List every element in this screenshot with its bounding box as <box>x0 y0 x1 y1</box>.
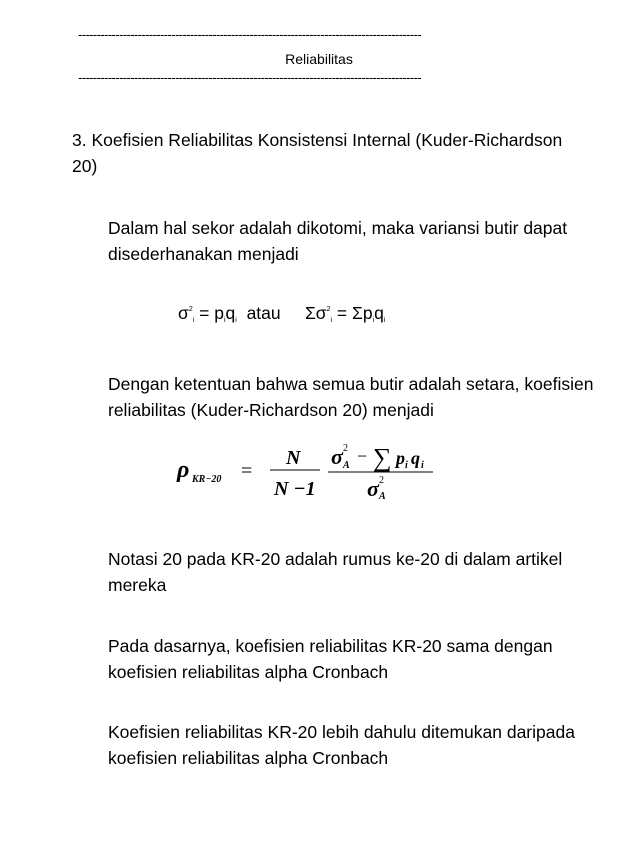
denominator-n-minus-1: N −1 <box>274 478 316 500</box>
q-symbol: q <box>225 303 236 323</box>
subscript-i: i <box>330 317 333 324</box>
subscript-i: i <box>223 317 226 324</box>
equals-sign: = <box>241 460 253 482</box>
sum-symbol: ∑ <box>373 443 392 472</box>
subscript-i: i <box>192 317 195 324</box>
header-rule-bottom: -------------------------------------------------------------------------------------------- <box>78 71 422 85</box>
paragraph-similarity: Pada dasarnya, koefisien reliabilitas KR-20 sama dengan koefisien reliabilitas alpha Cronbach <box>108 636 553 682</box>
exponent: 2 <box>188 306 193 313</box>
q-subscript: i <box>421 460 424 471</box>
kr20-formula <box>175 440 455 500</box>
sigma-a: σ <box>331 444 343 469</box>
equals-sum-p: = Σp <box>336 303 373 323</box>
sum-sigma-symbol: Σσ <box>304 303 327 323</box>
p-symbol: p <box>396 448 405 468</box>
paragraph-intro: Dalam hal sekor adalah dikotomi, maka variansi butir dapat disederhanakan menjadi <box>108 218 568 264</box>
exponent: 2 <box>326 306 331 313</box>
sigma-a-sub: A <box>343 460 350 471</box>
subscript-i: i <box>372 317 375 324</box>
rho-subscript: KR−20 <box>192 474 222 485</box>
q-symbol: q <box>374 303 384 323</box>
sigma-a-square: 2 <box>343 443 348 454</box>
sigma-symbol: σ <box>178 303 189 323</box>
subscript-i: i <box>235 317 237 324</box>
sigma-a-denominator-sub: A <box>379 491 386 500</box>
minus-sign: − <box>357 446 368 466</box>
section-title: 3. Koefisien Reliabilitas Konsistensi Internal (Kuder-Richardson 20) <box>72 130 563 176</box>
q-symbol: q <box>411 448 420 468</box>
paragraph-kr20-intro: Dengan ketentuan bahwa semua butir adalah setara, koefisien reliabilitas (Kuder-Richardson 20) menjadi <box>108 374 594 420</box>
equals-p: = p <box>199 303 224 323</box>
sigma-a-denominator-square: 2 <box>379 475 384 486</box>
header-title: Reliabilitas <box>285 51 353 67</box>
sigma-a-denominator: σ <box>367 476 379 500</box>
atau-word: atau <box>246 303 281 323</box>
header-rule-top: -------------------------------------------------------------------------------------------- <box>78 28 422 42</box>
p-subscript: i <box>405 460 408 471</box>
subscript-i: i <box>383 317 386 324</box>
paragraph-notation: Notasi 20 pada KR-20 adalah rumus ke-20 di dalam artikel mereka <box>108 549 563 595</box>
numerator-n: N <box>286 447 301 469</box>
variance-formula <box>178 303 385 324</box>
paragraph-history: Koefisien reliabilitas KR-20 lebih dahulu ditemukan daripada koefisien reliabilitas alpha Cronbach <box>108 722 575 768</box>
rho-symbol: ρ <box>177 457 190 483</box>
